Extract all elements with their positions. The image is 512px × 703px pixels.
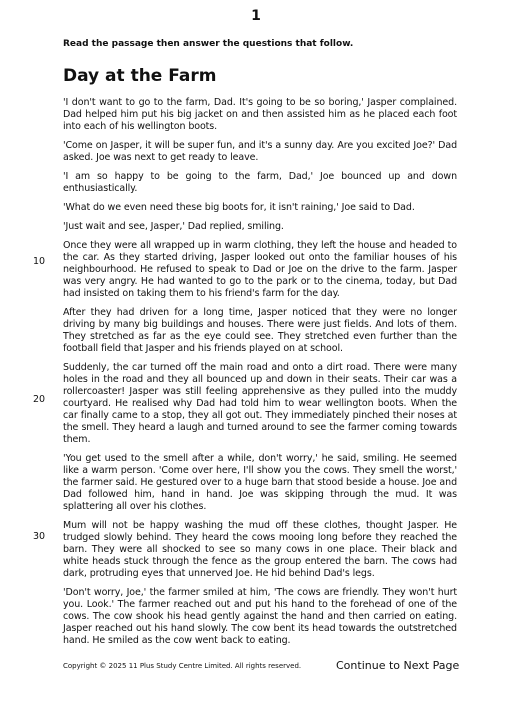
paragraph: 'I am so happy to be going to the farm, Dad,' Joe bounced up and down enthusiastically.	[63, 171, 457, 194]
paragraph: 'Don't worry, Joe,' the farmer smiled at him, 'The cows are friendly. They won't hurt you. Look.' The farmer reached out and put his hand to the forehead of one of the cows. The cow shook his head gently against the hand and then carried on eating. Jasper reached out his hand slowly. The cow bent its head towards the outstretched hand. He smiled as the cow went back to eating.	[63, 587, 457, 646]
paragraph: 'Come on Jasper, it will be super fun, and it's a sunny day. Are you excited Joe?' Dad asked. Joe was next to get ready to leave.	[63, 140, 457, 163]
line-number: 30	[33, 531, 46, 542]
continue-to-next-page: Continue to Next Page	[336, 659, 460, 672]
paragraph: 'I don't want to go to the farm, Dad. It's going to be so boring,' Jasper complained. Dad helped him put his big jacket on and then assisted him as he placed each foot into each of his wellington boots.	[63, 97, 457, 132]
page-number: 1	[251, 8, 261, 24]
passage-title: Day at the Farm	[63, 66, 217, 86]
passage	[63, 97, 457, 654]
instruction-text: Read the passage then answer the questions that follow.	[63, 39, 354, 49]
paragraph: After they had driven for a long time, Jasper noticed that they were no longer driving by many big buildings and houses. There were just fields. And lots of them. They stretched as far as the eye could see. They stretched even further than the football field that Jasper and his friends played on at school.	[63, 307, 457, 354]
paragraph: 'What do we even need these big boots for, it isn't raining,' Joe said to Dad.	[63, 202, 415, 213]
paragraph: 'You get used to the smell after a while, don't worry,' he said, smiling. He seemed like a warm person. 'Come over here, I'll show you the cows. They smell the worst,' the farmer said. He gestured over to a huge barn that stood beside a house. Joe and Dad followed him, hand in hand. Joe was skipping through the mud. It was splattering all over his clothes.	[63, 453, 457, 512]
paragraph: Suddenly, the car turned off the main road and onto a dirt road. There were many holes in the road and they all bounced up and down in their seats. Their car was a rollercoaster! Jasper was still feeling apprehensive as they pulled into the muddy courtyard. He realised why Dad had told him to wear wellington boots. When the car finally came to a stop, they all got out. They immediately pinched their noses at the smell. They heard a laugh and turned around to see the farmer coming towards them.	[63, 362, 457, 445]
line-number: 20	[33, 394, 46, 405]
line-number: 10	[33, 256, 46, 267]
paragraph: Mum will not be happy washing the mud off these clothes, thought Jasper. He trudged slowly behind. They heard the cows mooing long before they reached the barn. They were all shocked to see so many cows in one place. Their black and white heads stuck through the fence as the group entered the barn. The cows had dark, protruding eyes that unnerved Joe. He hid behind Dad's legs.	[63, 520, 457, 579]
copyright-notice: Copyright © 2025 11 Plus Study Centre Limited. All rights reserved.	[63, 662, 302, 670]
paragraph: 'Just wait and see, Jasper,' Dad replied, smiling.	[63, 221, 284, 232]
paragraph: Once they were all wrapped up in warm clothing, they left the house and headed to the car. As they started driving, Jasper looked out onto the familiar houses of his neighbourhood. He refused to speak to Dad or Joe on the drive to the farm. Jasper was very angry. He had wanted to go to the park or to the cinema, today, but Dad had insisted on taking them to his friend's farm for the day.	[63, 240, 457, 299]
